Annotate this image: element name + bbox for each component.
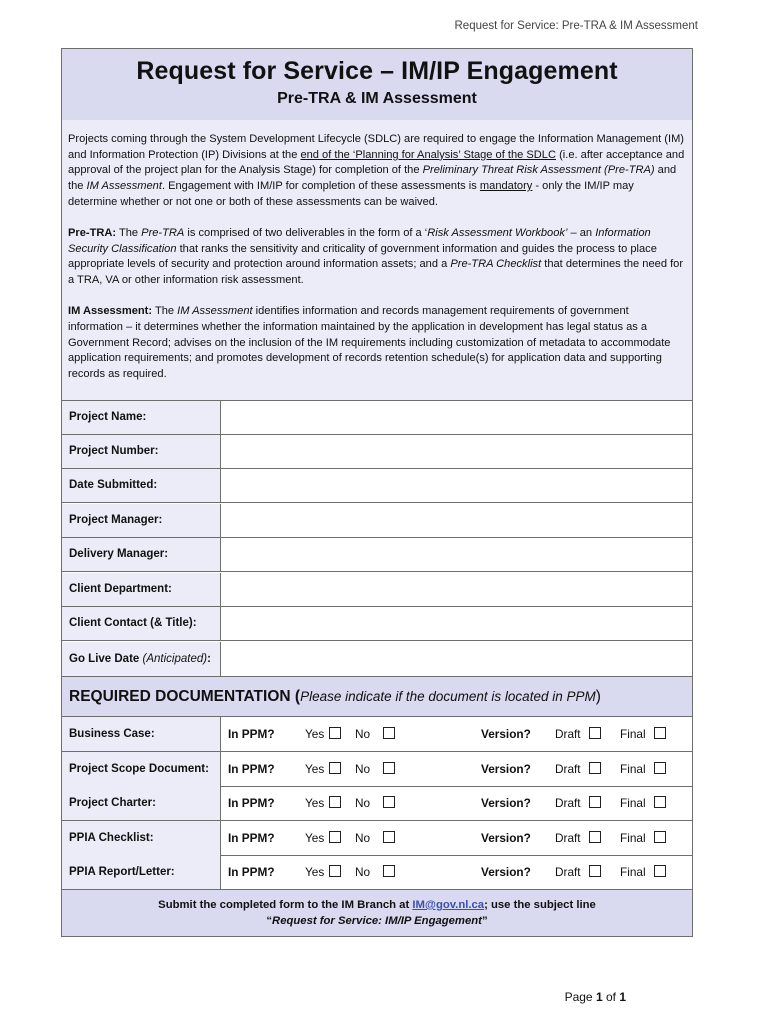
form-title: Request for Service – IM/IP Engagement [136, 57, 618, 85]
request-form [61, 48, 693, 937]
intro-paragraph-sdlc: Projects coming through the System Development Lifecycle (SDLC) are required to engage the Information Management (IM) and Information Protection (IP) Divisions at the end of the ‘Planning for Analysis’ Stage of the SDLC (i.e. after acceptance and approval of the project plan for the Analysis Stage) for completion of the Preliminary Threat Risk Assessment (Pre-TRA) and the IM Assessment. Engagement with IM/IP for completion of these assessments is mandatory - only the IM/IP may determine whether or not one or both of these assessments can be waived. [68, 133, 685, 208]
submit-line: Submit the completed form to the IM Branch at IM@gov.nl.ca; use the subject line [158, 899, 596, 911]
subject-line: “Request for Service: IM/IP Engagement” [266, 914, 488, 927]
intro-paragraph-im-assessment: IM Assessment: The IM Assessment identifies information and records management requirements of government information – it determines whether the information maintained by the application in development has legal status as a Government Record; advises on the inclusion of the IM requirements including customization of metadata to accommodate application requirements; and promotes development of records retention schedule(s) for application data and supporting records as required. [68, 305, 671, 381]
yes-label: Yes [305, 865, 325, 879]
in-ppm-label: In PPM? [228, 762, 275, 776]
document-row-project-scope [62, 752, 692, 787]
field-row-project-manager [62, 504, 692, 538]
draft-label: Draft [555, 762, 581, 776]
no-label: No [355, 762, 371, 776]
field-row-project-name [62, 401, 692, 435]
field-row-date-submitted [62, 469, 692, 503]
no-checkbox[interactable] [383, 762, 395, 774]
yes-checkbox[interactable] [329, 796, 341, 808]
final-label: Final [620, 831, 646, 845]
in-ppm-label: In PPM? [228, 796, 275, 810]
page-number: Page 1 of 1 [564, 990, 626, 1004]
field-label: Project Manager: [62, 504, 221, 537]
final-label: Final [620, 762, 646, 776]
document-label: PPIA Report/Letter: [62, 855, 221, 889]
no-label: No [355, 796, 371, 810]
draft-checkbox[interactable] [589, 831, 601, 843]
field-row-client-contact [62, 607, 692, 641]
draft-label: Draft [555, 727, 581, 741]
in-ppm-label: In PPM? [228, 831, 275, 845]
yes-label: Yes [305, 762, 325, 776]
delivery-manager-input[interactable] [222, 538, 692, 571]
running-header: Request for Service: Pre-TRA & IM Assessment [454, 20, 698, 32]
final-checkbox[interactable] [654, 762, 666, 774]
draft-checkbox[interactable] [589, 865, 601, 877]
client-department-input[interactable] [222, 573, 692, 606]
document-label: PPIA Checklist: [62, 821, 221, 855]
yes-checkbox[interactable] [329, 762, 341, 774]
no-label: No [355, 727, 371, 741]
document-row-project-charter [62, 786, 692, 821]
yes-label: Yes [305, 831, 325, 845]
draft-label: Draft [555, 865, 581, 879]
version-label: Version? [481, 865, 531, 879]
no-checkbox[interactable] [383, 727, 395, 739]
field-row-client-department [62, 573, 692, 607]
field-label: Project Name: [62, 401, 221, 434]
project-manager-input[interactable] [222, 504, 692, 537]
version-label: Version? [481, 727, 531, 741]
client-contact-input[interactable] [222, 607, 692, 640]
date-submitted-input[interactable] [222, 469, 692, 502]
field-label: Go Live Date (Anticipated): [62, 642, 221, 676]
final-checkbox[interactable] [654, 865, 666, 877]
no-checkbox[interactable] [383, 796, 395, 808]
go-live-date-input[interactable] [222, 642, 692, 676]
form-subtitle: Pre-TRA & IM Assessment [277, 90, 477, 107]
document-row-business-case [62, 717, 692, 752]
yes-label: Yes [305, 727, 325, 741]
version-label: Version? [481, 762, 531, 776]
no-checkbox[interactable] [383, 831, 395, 843]
document-row-ppia-checklist [62, 821, 692, 856]
yes-checkbox[interactable] [329, 727, 341, 739]
submission-instructions [62, 890, 692, 936]
project-name-input[interactable] [222, 401, 692, 434]
field-label: Client Department: [62, 573, 221, 606]
draft-label: Draft [555, 796, 581, 810]
field-label: Client Contact (& Title): [62, 607, 221, 640]
no-label: No [355, 831, 371, 845]
final-label: Final [620, 865, 646, 879]
no-checkbox[interactable] [383, 865, 395, 877]
yes-label: Yes [305, 796, 325, 810]
document-row-ppia-report [62, 855, 692, 890]
in-ppm-label: In PPM? [228, 727, 275, 741]
draft-checkbox[interactable] [589, 762, 601, 774]
final-label: Final [620, 796, 646, 810]
field-label: Project Number: [62, 435, 221, 468]
required-documentation-heading: REQUIRED DOCUMENTATION (Please indicate if the document is located in PPM) [62, 677, 692, 717]
intro-section [62, 120, 692, 401]
document-label: Business Case: [62, 717, 221, 751]
intro-paragraph-pretra: Pre-TRA: The Pre-TRA is comprised of two deliverables in the form of a ‘Risk Assessment Workbook’ – an Information Security Classification that ranks the sensitivity and criticality of government information and guides the process to place appropriate levels of security and protection around information assets; and a Pre-TRA Checklist that determines the need for a TRA, VA or other information risk assessment. [68, 227, 684, 287]
field-row-delivery-manager [62, 538, 692, 572]
yes-checkbox[interactable] [329, 865, 341, 877]
no-label: No [355, 865, 371, 879]
document-label: Project Charter: [62, 786, 221, 820]
field-row-go-live-date [62, 642, 692, 677]
final-label: Final [620, 727, 646, 741]
project-number-input[interactable] [222, 435, 692, 468]
version-label: Version? [481, 831, 531, 845]
field-row-project-number [62, 435, 692, 469]
final-checkbox[interactable] [654, 831, 666, 843]
document-label: Project Scope Document: [62, 752, 221, 786]
in-ppm-label: In PPM? [228, 865, 275, 879]
yes-checkbox[interactable] [329, 831, 341, 843]
final-checkbox[interactable] [654, 727, 666, 739]
draft-checkbox[interactable] [589, 796, 601, 808]
email-link[interactable]: IM@gov.nl.ca [412, 899, 485, 911]
field-label: Delivery Manager: [62, 538, 221, 571]
draft-checkbox[interactable] [589, 727, 601, 739]
field-label: Date Submitted: [62, 469, 221, 502]
title-box [62, 49, 692, 121]
draft-label: Draft [555, 831, 581, 845]
version-label: Version? [481, 796, 531, 810]
final-checkbox[interactable] [654, 796, 666, 808]
